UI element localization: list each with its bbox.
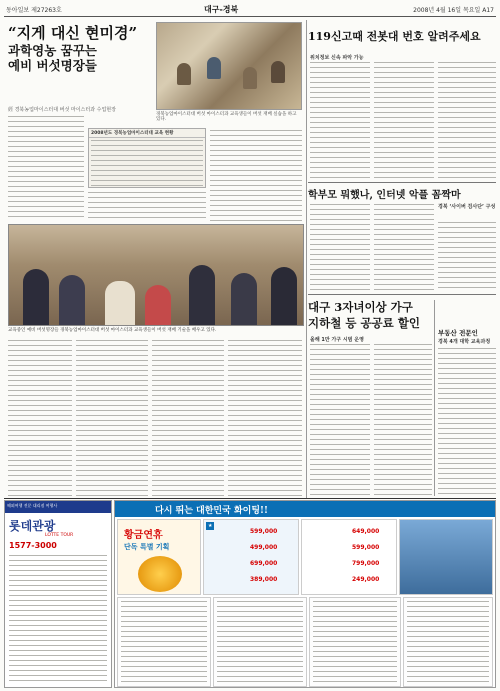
price-7: 799,000 xyxy=(352,560,380,567)
table-title: 2008년도 경북농업마이스터대 교육 현황 xyxy=(89,129,205,138)
promo-block-holiday xyxy=(117,519,201,595)
promo-listing-4 xyxy=(403,597,493,687)
article-realestate-subhead: 경북 4개 대학 교육과정 xyxy=(438,339,491,345)
promo-tag-1: ★ xyxy=(208,523,213,529)
body-text-column xyxy=(374,204,434,290)
article-divider xyxy=(308,294,496,295)
photo-person xyxy=(145,285,171,325)
paper-info: 동아일보 제27263호 xyxy=(6,7,62,14)
column-divider xyxy=(306,20,307,498)
body-text-column xyxy=(310,344,370,496)
article-cyber-headline: 학부모 뭐했나, 인터넷 악플 꼼짝마 xyxy=(308,190,461,201)
date-line: 2008년 4월 16일 목요일 A17 xyxy=(413,7,494,14)
ad-divider xyxy=(4,498,496,499)
lead-headline-line-2: 과학영농 꿈꾸는 xyxy=(8,42,97,58)
promo-block-1 xyxy=(203,519,299,595)
column-divider xyxy=(434,300,435,496)
promo-title: 황금연휴 xyxy=(124,530,163,541)
lead-byline: 經 경북농업마이스터대 버섯 마이스터과 수업현장 xyxy=(8,107,116,113)
price-6: 599,000 xyxy=(352,544,380,551)
promo-block-photo xyxy=(399,519,493,595)
lead-headline-line-1: “지게 대신 현미경” xyxy=(8,24,138,42)
photo-person xyxy=(189,265,215,325)
body-text-column xyxy=(228,340,302,498)
price-2: 499,000 xyxy=(250,544,278,551)
body-text-column xyxy=(374,344,432,496)
table-rows xyxy=(91,140,203,188)
body-text-column xyxy=(76,340,148,498)
price-5: 649,000 xyxy=(352,528,380,535)
lead-article xyxy=(4,20,304,500)
photo-person xyxy=(23,269,49,325)
article-119-headline: 119신고때 전봇대 번호 알려주세요 xyxy=(308,30,481,43)
article-119-subhead: 위치정보 신속 파악 가능 xyxy=(310,55,364,61)
lead-headline-line-3: 예비 버섯명장들 xyxy=(8,58,97,74)
advertisement-area xyxy=(4,500,496,688)
promo-listing-1 xyxy=(117,597,211,687)
article-realestate-headline: 부동산 전문인 xyxy=(438,329,478,337)
price-4: 389,000 xyxy=(250,576,278,583)
lotte-tour-ad[interactable] xyxy=(4,500,112,688)
article-cyber-sidehead: 경북 ‘사이버 검사단’ 구성 xyxy=(438,204,496,210)
photo-figure xyxy=(207,57,221,79)
top-photo-caption: 경북농업마이스터대 버섯 마이스터과 교육생들이 버섯 재배 실습을 하고 있다. xyxy=(156,112,297,123)
body-text-column xyxy=(8,116,84,220)
body-text-column xyxy=(152,340,224,498)
article-discount-headline-line-1: 대구 3자녀이상 가구 xyxy=(308,300,413,314)
body-text-column xyxy=(210,130,302,222)
lotte-listing-text xyxy=(9,555,107,683)
article-divider xyxy=(308,182,496,183)
price-3: 699,000 xyxy=(250,560,278,567)
travel-promo-ad[interactable] xyxy=(114,500,496,688)
lotte-phone: 1577-3000 xyxy=(9,541,57,550)
photo-person xyxy=(231,273,257,325)
price-1: 599,000 xyxy=(250,528,278,535)
photo-figure xyxy=(177,63,191,85)
education-table xyxy=(88,128,206,188)
section-title: 대구-경북 xyxy=(204,5,239,14)
photo-figure xyxy=(271,61,285,83)
article-discount-headline xyxy=(308,300,420,331)
photo-person xyxy=(59,275,85,325)
classroom-photo xyxy=(8,224,304,326)
photo-figure xyxy=(243,67,257,89)
promo-graphic xyxy=(138,556,182,592)
body-text-column xyxy=(88,192,206,222)
article-discount-headline-line-2: 지하철 등 공공료 할인 xyxy=(308,315,420,330)
promo-block-2 xyxy=(301,519,397,595)
lotte-name: 롯데관광 xyxy=(9,519,56,533)
masthead xyxy=(4,3,496,17)
lotte-banner: 해외여행 전문 대리점 여행사 xyxy=(5,501,111,513)
body-text-column xyxy=(8,340,72,498)
promo-listing-3 xyxy=(309,597,401,687)
promo-subtitle: 단독 특별 기획 xyxy=(124,543,170,551)
top-photo xyxy=(156,22,302,110)
promo-slogan: 다시 뛰는 대한민국 화이팅!! xyxy=(155,506,268,516)
body-text-column xyxy=(438,62,496,180)
photo-person xyxy=(271,267,297,325)
classroom-photo-caption: 교육중인 예비 버섯명장들 경북농업마이스터대 버섯 마이스터과 교육생들이 버섯 재배 기술을 배우고 있다. xyxy=(8,328,217,333)
body-text-column xyxy=(310,204,370,290)
lotte-name-en: LOTTE TOUR xyxy=(45,533,74,538)
body-text-column xyxy=(438,222,496,290)
body-text-column xyxy=(310,62,370,180)
photo-person xyxy=(105,281,135,325)
lead-headline xyxy=(8,24,137,74)
body-text-column xyxy=(374,62,434,180)
article-discount-subhead: 올해 1만 가구 시범 운영 xyxy=(310,337,364,343)
price-8: 249,000 xyxy=(352,576,380,583)
promo-listing-2 xyxy=(213,597,307,687)
body-text-column xyxy=(438,348,496,496)
